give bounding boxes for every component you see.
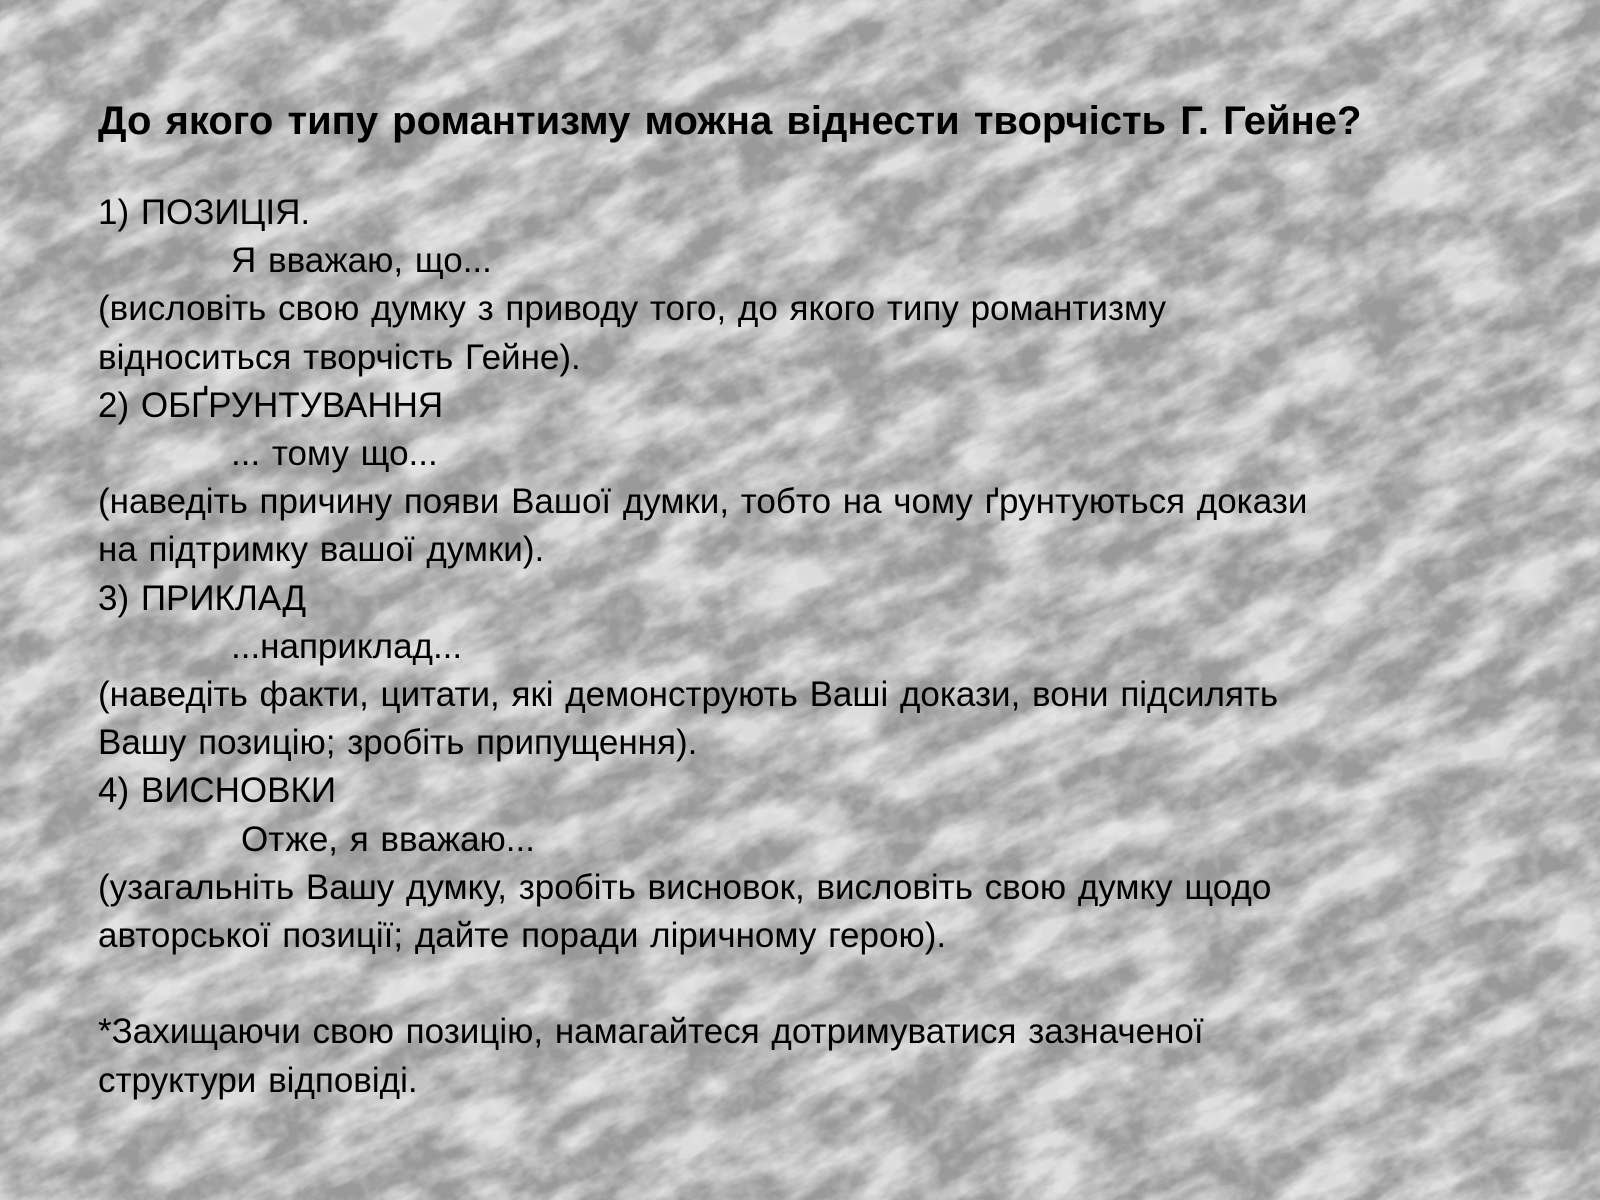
section-hint-example-1: (наведіть факти, цитати, які демонструють Ваші докази, вони підсилять bbox=[98, 675, 1279, 715]
section-hint-position-2: відноситься творчість Гейне). bbox=[98, 337, 581, 377]
footnote-line-2: структури відповіді. bbox=[98, 1060, 418, 1100]
slide-title: До якого типу романтизму можна віднести творчість Г. Гейне? bbox=[98, 99, 1362, 143]
footnote-line-1: *Захищаючи свою позицію, намагайтеся дотримуватися зазначеної bbox=[98, 1012, 1204, 1052]
spacer bbox=[98, 960, 1568, 1008]
section-hint-justification-1: (наведіть причину появи Вашої думки, тобто на чому ґрунтуються докази bbox=[98, 482, 1308, 522]
section-hint-position-1: (висловіть свою думку з приводу того, до якого типу романтизму bbox=[98, 289, 1166, 329]
spacer bbox=[98, 149, 1568, 189]
section-heading-justification: 2) ОБҐРУНТУВАННЯ bbox=[98, 385, 444, 425]
section-hint-conclusions-2: авторської позиції; дайте поради ліричному герою). bbox=[98, 916, 947, 956]
section-prompt-example: ...наприклад... bbox=[231, 626, 463, 666]
slide-body bbox=[98, 93, 1568, 1105]
section-prompt-position: Я вважаю, що... bbox=[231, 241, 492, 281]
section-heading-example: 3) ПРИКЛАД bbox=[98, 578, 307, 618]
section-hint-conclusions-1: (узагальніть Вашу думку, зробіть висновок, висловіть свою думку щодо bbox=[98, 867, 1272, 907]
section-prompt-conclusions: Отже, я вважаю... bbox=[241, 819, 535, 859]
section-heading-conclusions: 4) ВИСНОВКИ bbox=[98, 771, 337, 811]
section-prompt-justification: ... тому що... bbox=[231, 434, 438, 474]
section-hint-example-2: Вашу позицію; зробіть припущення). bbox=[98, 723, 698, 763]
section-hint-justification-2: на підтримку вашої думки). bbox=[98, 530, 545, 570]
section-heading-position: 1) ПОЗИЦІЯ. bbox=[98, 193, 311, 232]
